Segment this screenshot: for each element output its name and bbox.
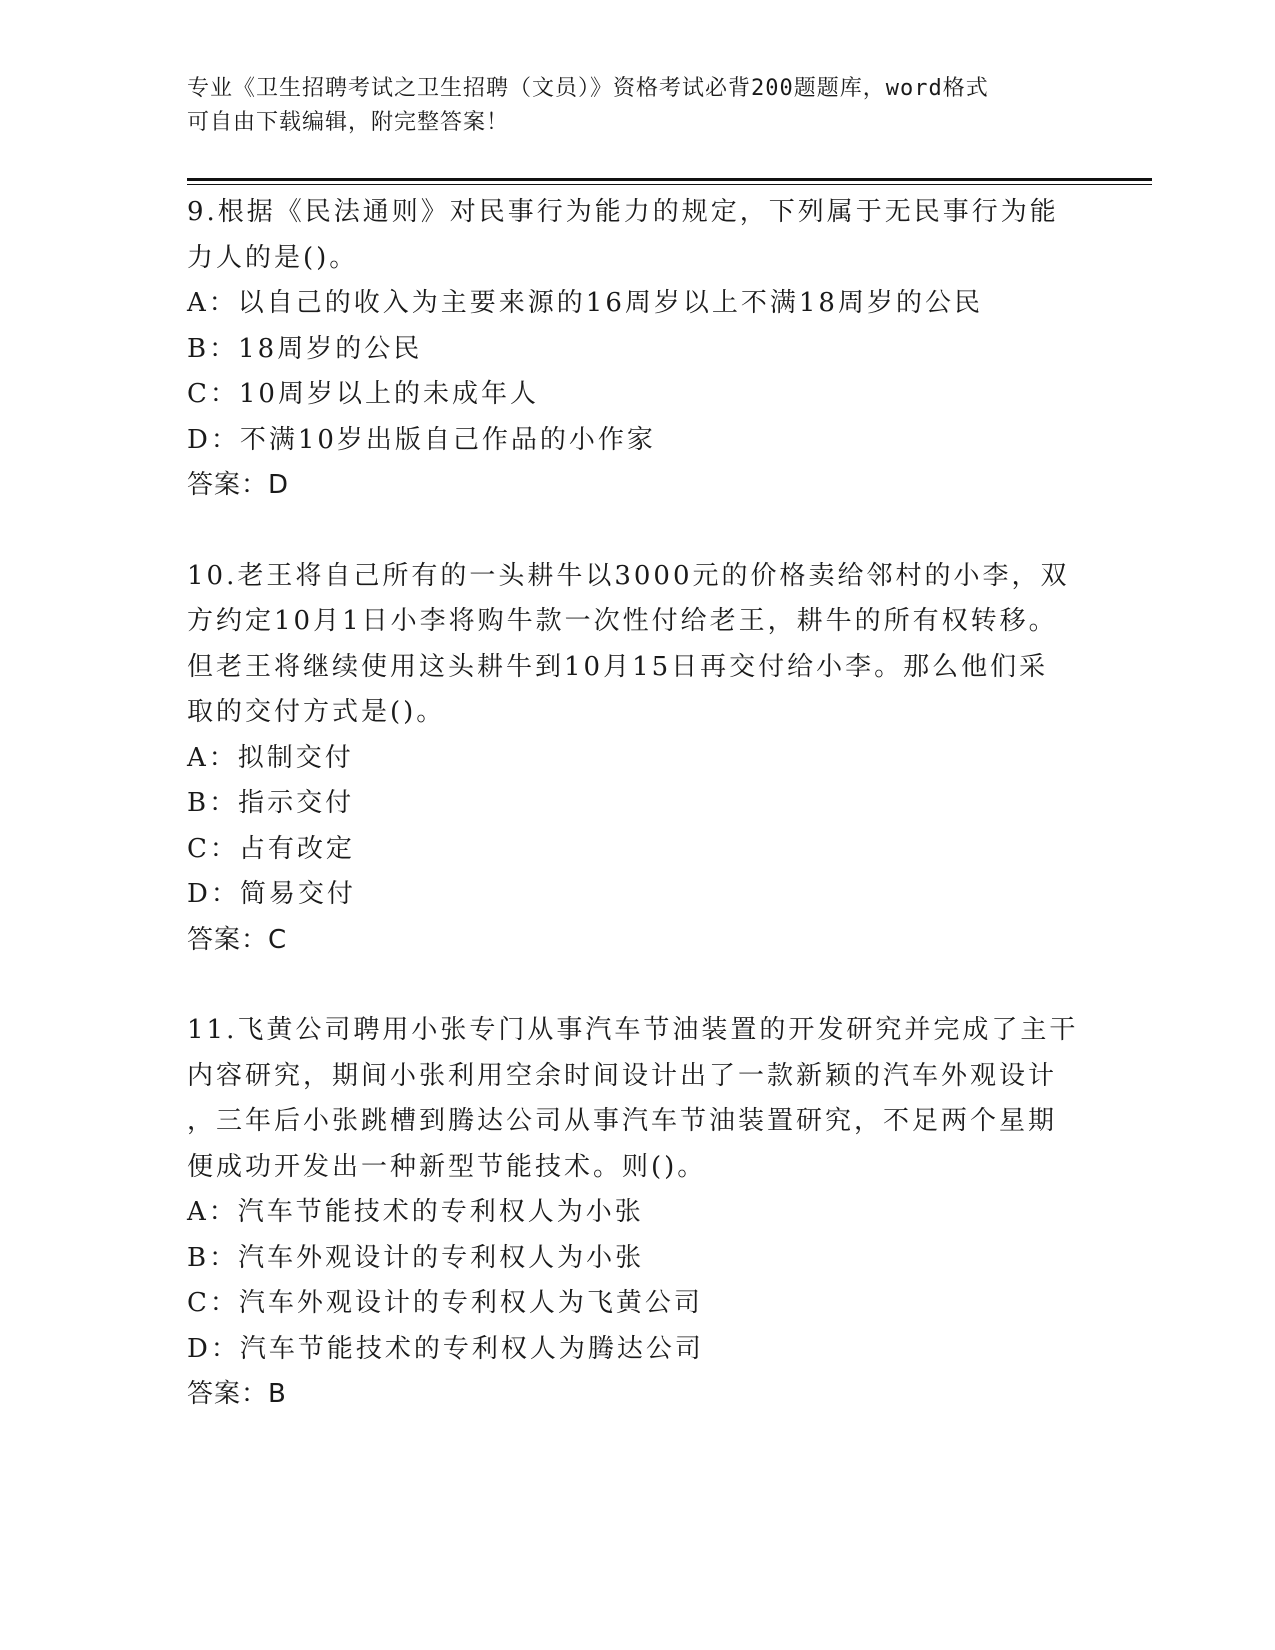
- header-title-line-2: 可自由下载编辑，附完整答案！: [187, 110, 510, 135]
- question-stem-line: 内容研究，期间小张利用空余时间设计出了一款新颖的汽车外观设计: [187, 1060, 1058, 1091]
- answer-line: 答案：D: [187, 470, 290, 500]
- question-stem-line: 方约定10月1日小李将购牛款一次性付给老王，耕牛的所有权转移。: [187, 606, 1058, 636]
- question-gap: [187, 509, 1087, 554]
- question-gap: [187, 963, 1087, 1008]
- option-c: C：汽车外观设计的专利权人为飞黄公司: [187, 1288, 703, 1318]
- question-stem-line: 9.根据《民法通则》对民事行为能力的规定，下列属于无民事行为能: [187, 197, 1059, 227]
- option-d: D：简易交付: [187, 879, 356, 909]
- question-list: [187, 190, 1087, 1418]
- option-b: B：指示交付: [187, 788, 355, 818]
- option-b: B：18周岁的公民: [187, 333, 423, 364]
- header-rule-thin: [187, 184, 1152, 185]
- option-b: B：汽车外观设计的专利权人为小张: [187, 1242, 645, 1273]
- question-stem-line: 11.飞黄公司聘用小张专门从事汽车节油装置的开发研究并完成了主干: [187, 1015, 1079, 1045]
- question-11: [187, 1008, 1087, 1418]
- option-d: D：汽车节能技术的专利权人为腾达公司: [187, 1333, 704, 1364]
- answer-line: 答案：C: [187, 924, 288, 955]
- question-10: [187, 554, 1087, 964]
- header-title-line-1: 专业《卫生招聘考试之卫生招聘（文员）》资格考试必背200题题库，word格式: [187, 76, 989, 101]
- question-9: [187, 190, 1087, 509]
- document-header: [187, 72, 1067, 140]
- question-stem-line: 但老王将继续使用这头耕牛到10月15日再交付给小李。那么他们采: [187, 651, 1049, 682]
- question-stem-line: 10.老王将自己所有的一头耕牛以3000元的价格卖给邻村的小李，双: [187, 560, 1070, 591]
- option-a: A：拟制交付: [187, 742, 354, 773]
- option-a: A：汽车节能技术的专利权人为小张: [187, 1197, 644, 1227]
- question-stem-line: 取的交付方式是()。: [187, 697, 446, 727]
- question-stem-line: 便成功开发出一种新型节能技术。则()。: [187, 1151, 707, 1182]
- answer-line: 答案：B: [187, 1379, 287, 1409]
- header-rule-thick: [187, 178, 1152, 181]
- option-c: C：占有改定: [187, 833, 355, 864]
- option-d: D：不满10岁出版自己作品的小作家: [187, 424, 656, 455]
- option-c: C：10周岁以上的未成年人: [187, 379, 539, 409]
- option-a: A：以自己的收入为主要来源的16周岁以上不满18周岁的公民: [187, 288, 983, 318]
- question-stem-line: 力人的是()。: [187, 242, 359, 273]
- question-stem-line: ，三年后小张跳槽到腾达公司从事汽车节油装置研究，不足两个星期: [187, 1106, 1058, 1136]
